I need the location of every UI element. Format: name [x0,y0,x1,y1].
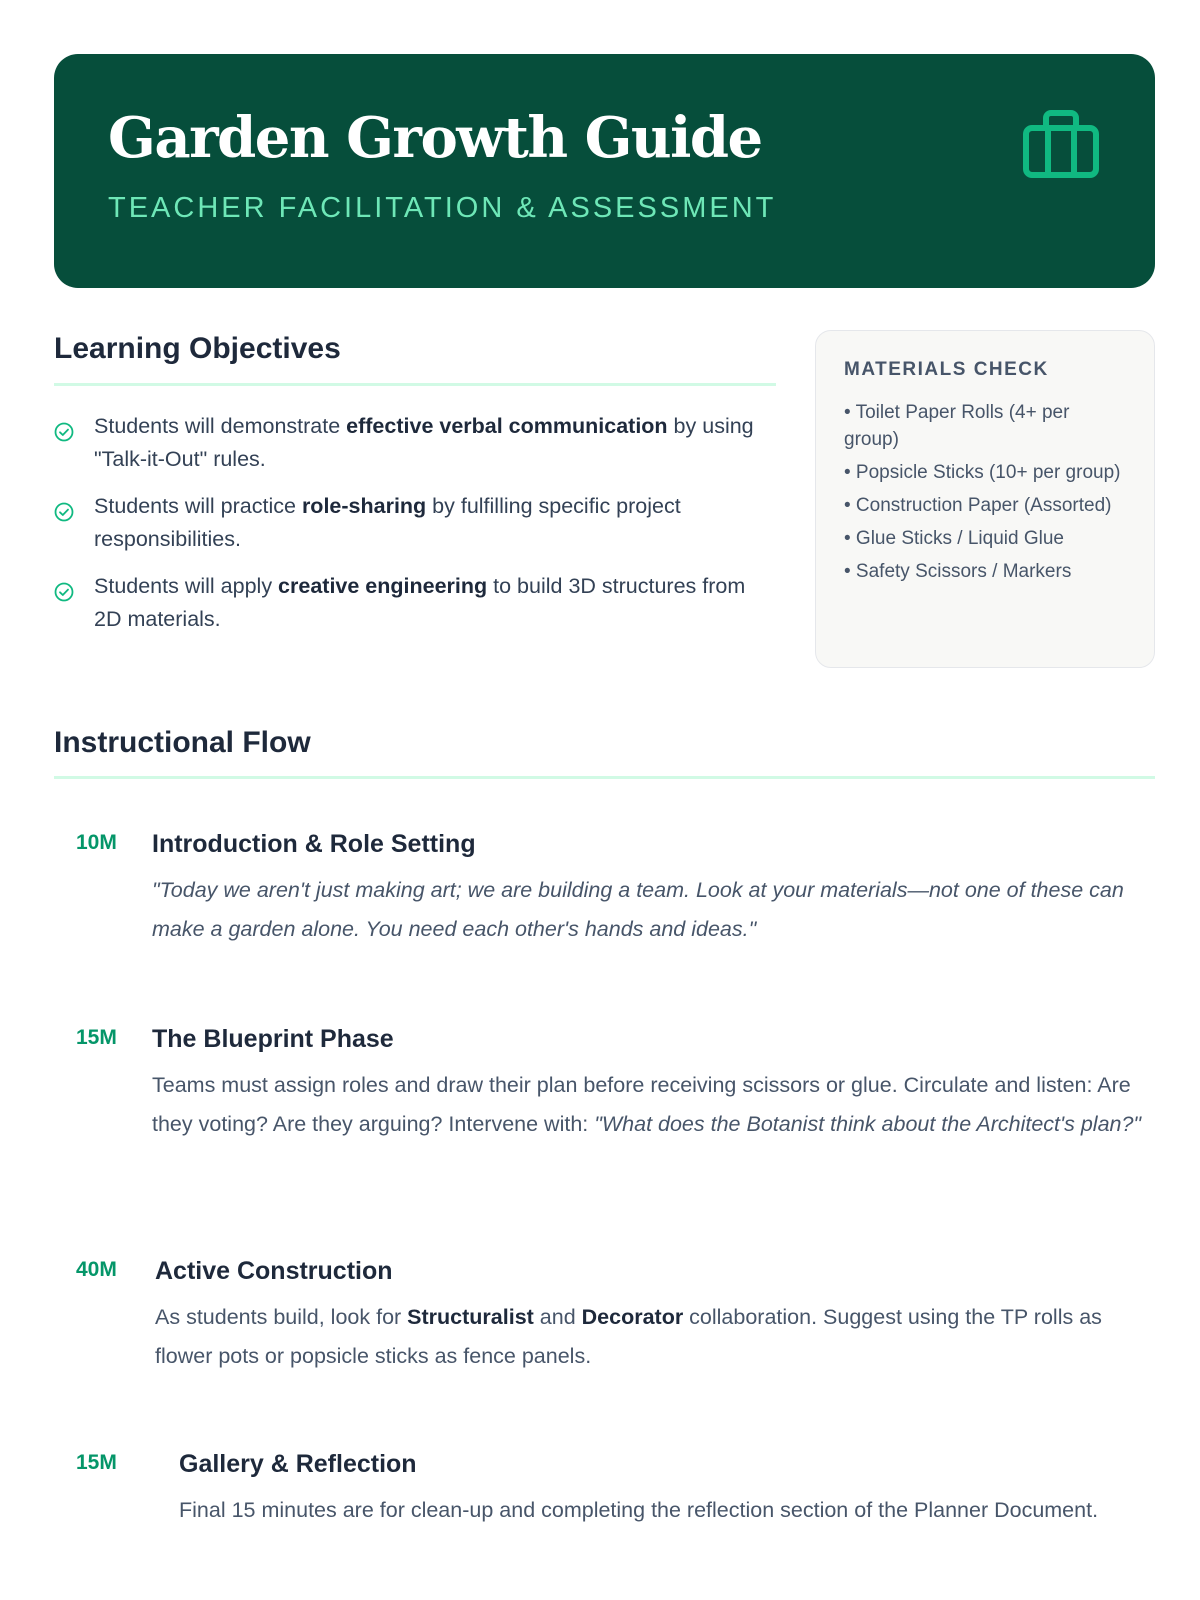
objectives-divider [54,383,776,386]
page-title: Garden Growth Guide [108,105,762,171]
objective-emphasis: creative engineering [278,574,488,598]
objectives-title: Learning Objectives [54,332,341,365]
step-title: Gallery & Reflection [179,1450,417,1478]
step-duration: 15M [76,1026,117,1049]
step-description [152,1066,1155,1143]
step-duration: 10M [76,831,117,854]
materials-card [815,330,1155,668]
materials-item: • Construction Paper (Assorted) [844,495,1112,516]
objective-item [54,570,776,636]
step-quote: "Today we aren't just making art; we are building a team. Look at your materials—not one of these can make a garden alone. You need each other's hands and ideas." [152,878,1124,941]
objective-text: by fulfilling specific project responsibilities. [94,494,681,551]
objective-emphasis: role-sharing [301,494,427,518]
step-duration: 40M [76,1258,117,1281]
check-circle-icon [54,502,74,522]
materials-item: • Popsicle Sticks (10+ per group) [844,462,1121,483]
page-subtitle: TEACHER FACILITATION & ASSESSMENT [108,192,777,224]
step-duration: 15M [76,1451,117,1474]
flow-title: Instructional Flow [54,726,311,759]
step-text: collaboration. Suggest using the TP rolls as flower pots or popsicle sticks as fence panels. [155,1305,1102,1368]
step-body [179,1452,1155,1530]
check-circle-icon [54,582,74,602]
step-quote: "What does the Botanist think about the Architect's plan?" [594,1111,1142,1136]
step-text: and [533,1305,582,1329]
step-title: Active Construction [155,1257,393,1285]
step-emphasis: Decorator [581,1305,684,1329]
objective-item [54,490,776,556]
step-description [155,1298,1155,1375]
objective-emphasis: effective verbal communication [346,414,668,438]
step-emphasis: Structuralist [407,1305,534,1329]
objective-text: to build 3D structures from 2D materials. [94,574,746,631]
materials-item: • Toilet Paper Rolls (4+ per group) [844,402,1070,450]
objective-text: by using "Talk-it-Out" rules. [94,414,754,471]
step-body [155,1259,1155,1375]
check-circle-icon [54,422,74,442]
objective-text: Students will demonstrate [94,414,347,438]
header-banner [54,54,1155,288]
step-description [152,871,1155,948]
materials-title: MATERIALS CHECK [844,359,1049,380]
flow-divider [54,776,1155,779]
materials-item: • Glue Sticks / Liquid Glue [844,528,1064,549]
objective-text: Students will practice [94,494,302,518]
step-text: Teams must assign roles and draw their plan before receiving scissors or glue. Circulate and listen: Are they voting? Are they arguing? Intervene with: [152,1073,1131,1136]
objective-text: Students will apply [94,574,279,598]
step-text: As students build, look for [155,1305,408,1329]
objective-item [54,410,776,476]
step-body [152,1027,1155,1143]
briefcase-icon [1022,108,1100,180]
step-body [152,832,1155,948]
step-title: Introduction & Role Setting [152,830,476,858]
step-title: The Blueprint Phase [152,1025,394,1053]
materials-list [844,399,1128,585]
objectives-list [54,410,776,650]
step-description: Final 15 minutes are for clean-up and completing the reflection section of the Planner Document. [179,1498,1099,1522]
materials-item: • Safety Scissors / Markers [844,561,1072,582]
